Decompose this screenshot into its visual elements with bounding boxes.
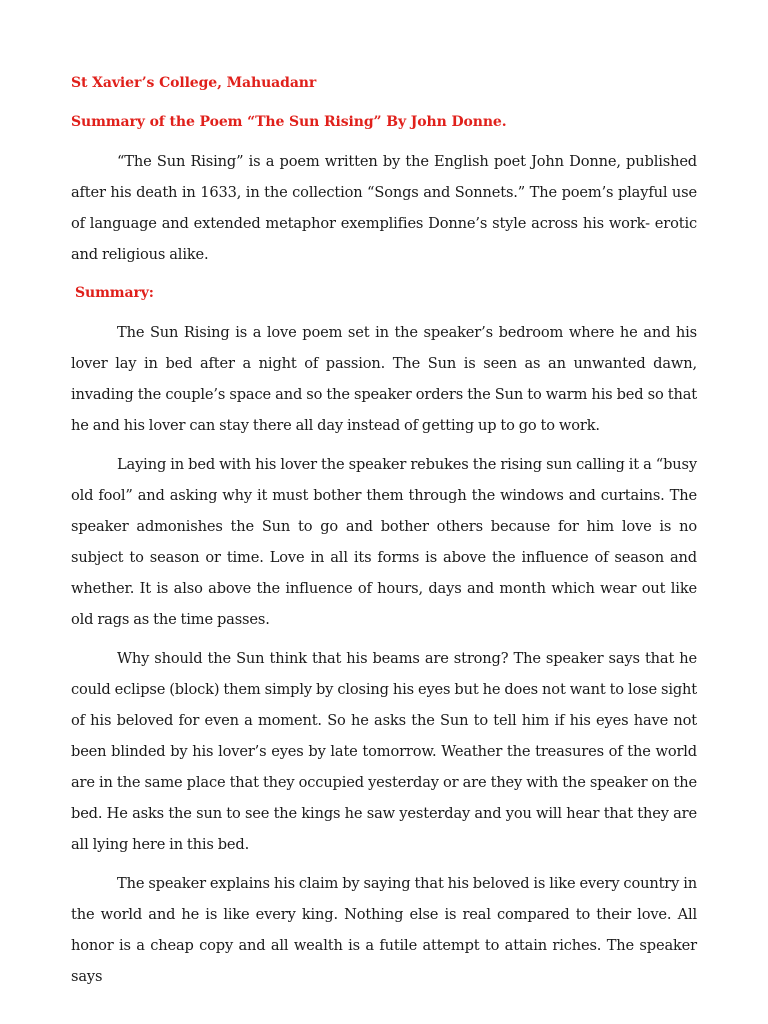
intro-paragraph: “The Sun Rising” is a poem written by the English poet John Donne, published after his death in 1633, in the collection “Songs and Sonnets.” The poem’s playful use of language and extended metaphor exemplifies Donne’s style across his work- erotic and religious alike. — [71, 153, 697, 263]
college-name: St Xavier’s College, Mahuadanr — [71, 75, 317, 91]
spacer — [71, 270, 697, 278]
spacer — [71, 441, 697, 449]
spacer — [71, 860, 697, 868]
summary-heading: Summary: — [75, 285, 154, 301]
document-title: Summary of the Poem “The Sun Rising” By John Donne. — [71, 114, 507, 130]
document-page — [71, 68, 697, 992]
summary-paragraph-4: The speaker explains his claim by saying that his beloved is like every country in the world and he is like every king. Nothing else is real compared to their love. All honor is a cheap copy and all wealth is a futile attempt to attain riches. The speaker says — [71, 875, 697, 985]
summary-paragraph-1: The Sun Rising is a love poem set in the speaker’s bedroom where he and his lover lay in bed after a night of passion. The Sun is seen as an unwanted dawn, invading the couple’s space and so the speaker orders the Sun to warm his bed so that he and his lover can stay there all day instead of getting up to go to work. — [71, 324, 697, 434]
summary-paragraph-3: Why should the Sun think that his beams are strong? The speaker says that he could eclipse (block) them simply by closing his eyes but he does not want to lose sight of his beloved for even a moment. So he asks the Sun to tell him if his eyes have not been blinded by his lover’s eyes by late tomorrow. Weather the treasures of the world are in the same place that they occupied yesterday or are they with the speaker on the bed. He asks the sun to see the kings he saw yesterday and you will hear that they are all lying here in this bed. — [71, 650, 697, 853]
spacer — [71, 99, 697, 107]
spacer — [71, 309, 697, 317]
summary-paragraph-2: Laying in bed with his lover the speaker rebukes the rising sun calling it a “busy old fool” and asking why it must bother them through the windows and curtains. The speaker admonishes the Sun to go and bother others because for him love is no subject to season or time. Love in all its forms is above the influence of season and whether. It is also above the influence of hours, days and month which wear out like old rags as the time passes. — [71, 456, 697, 628]
spacer — [71, 635, 697, 643]
spacer — [71, 138, 697, 146]
